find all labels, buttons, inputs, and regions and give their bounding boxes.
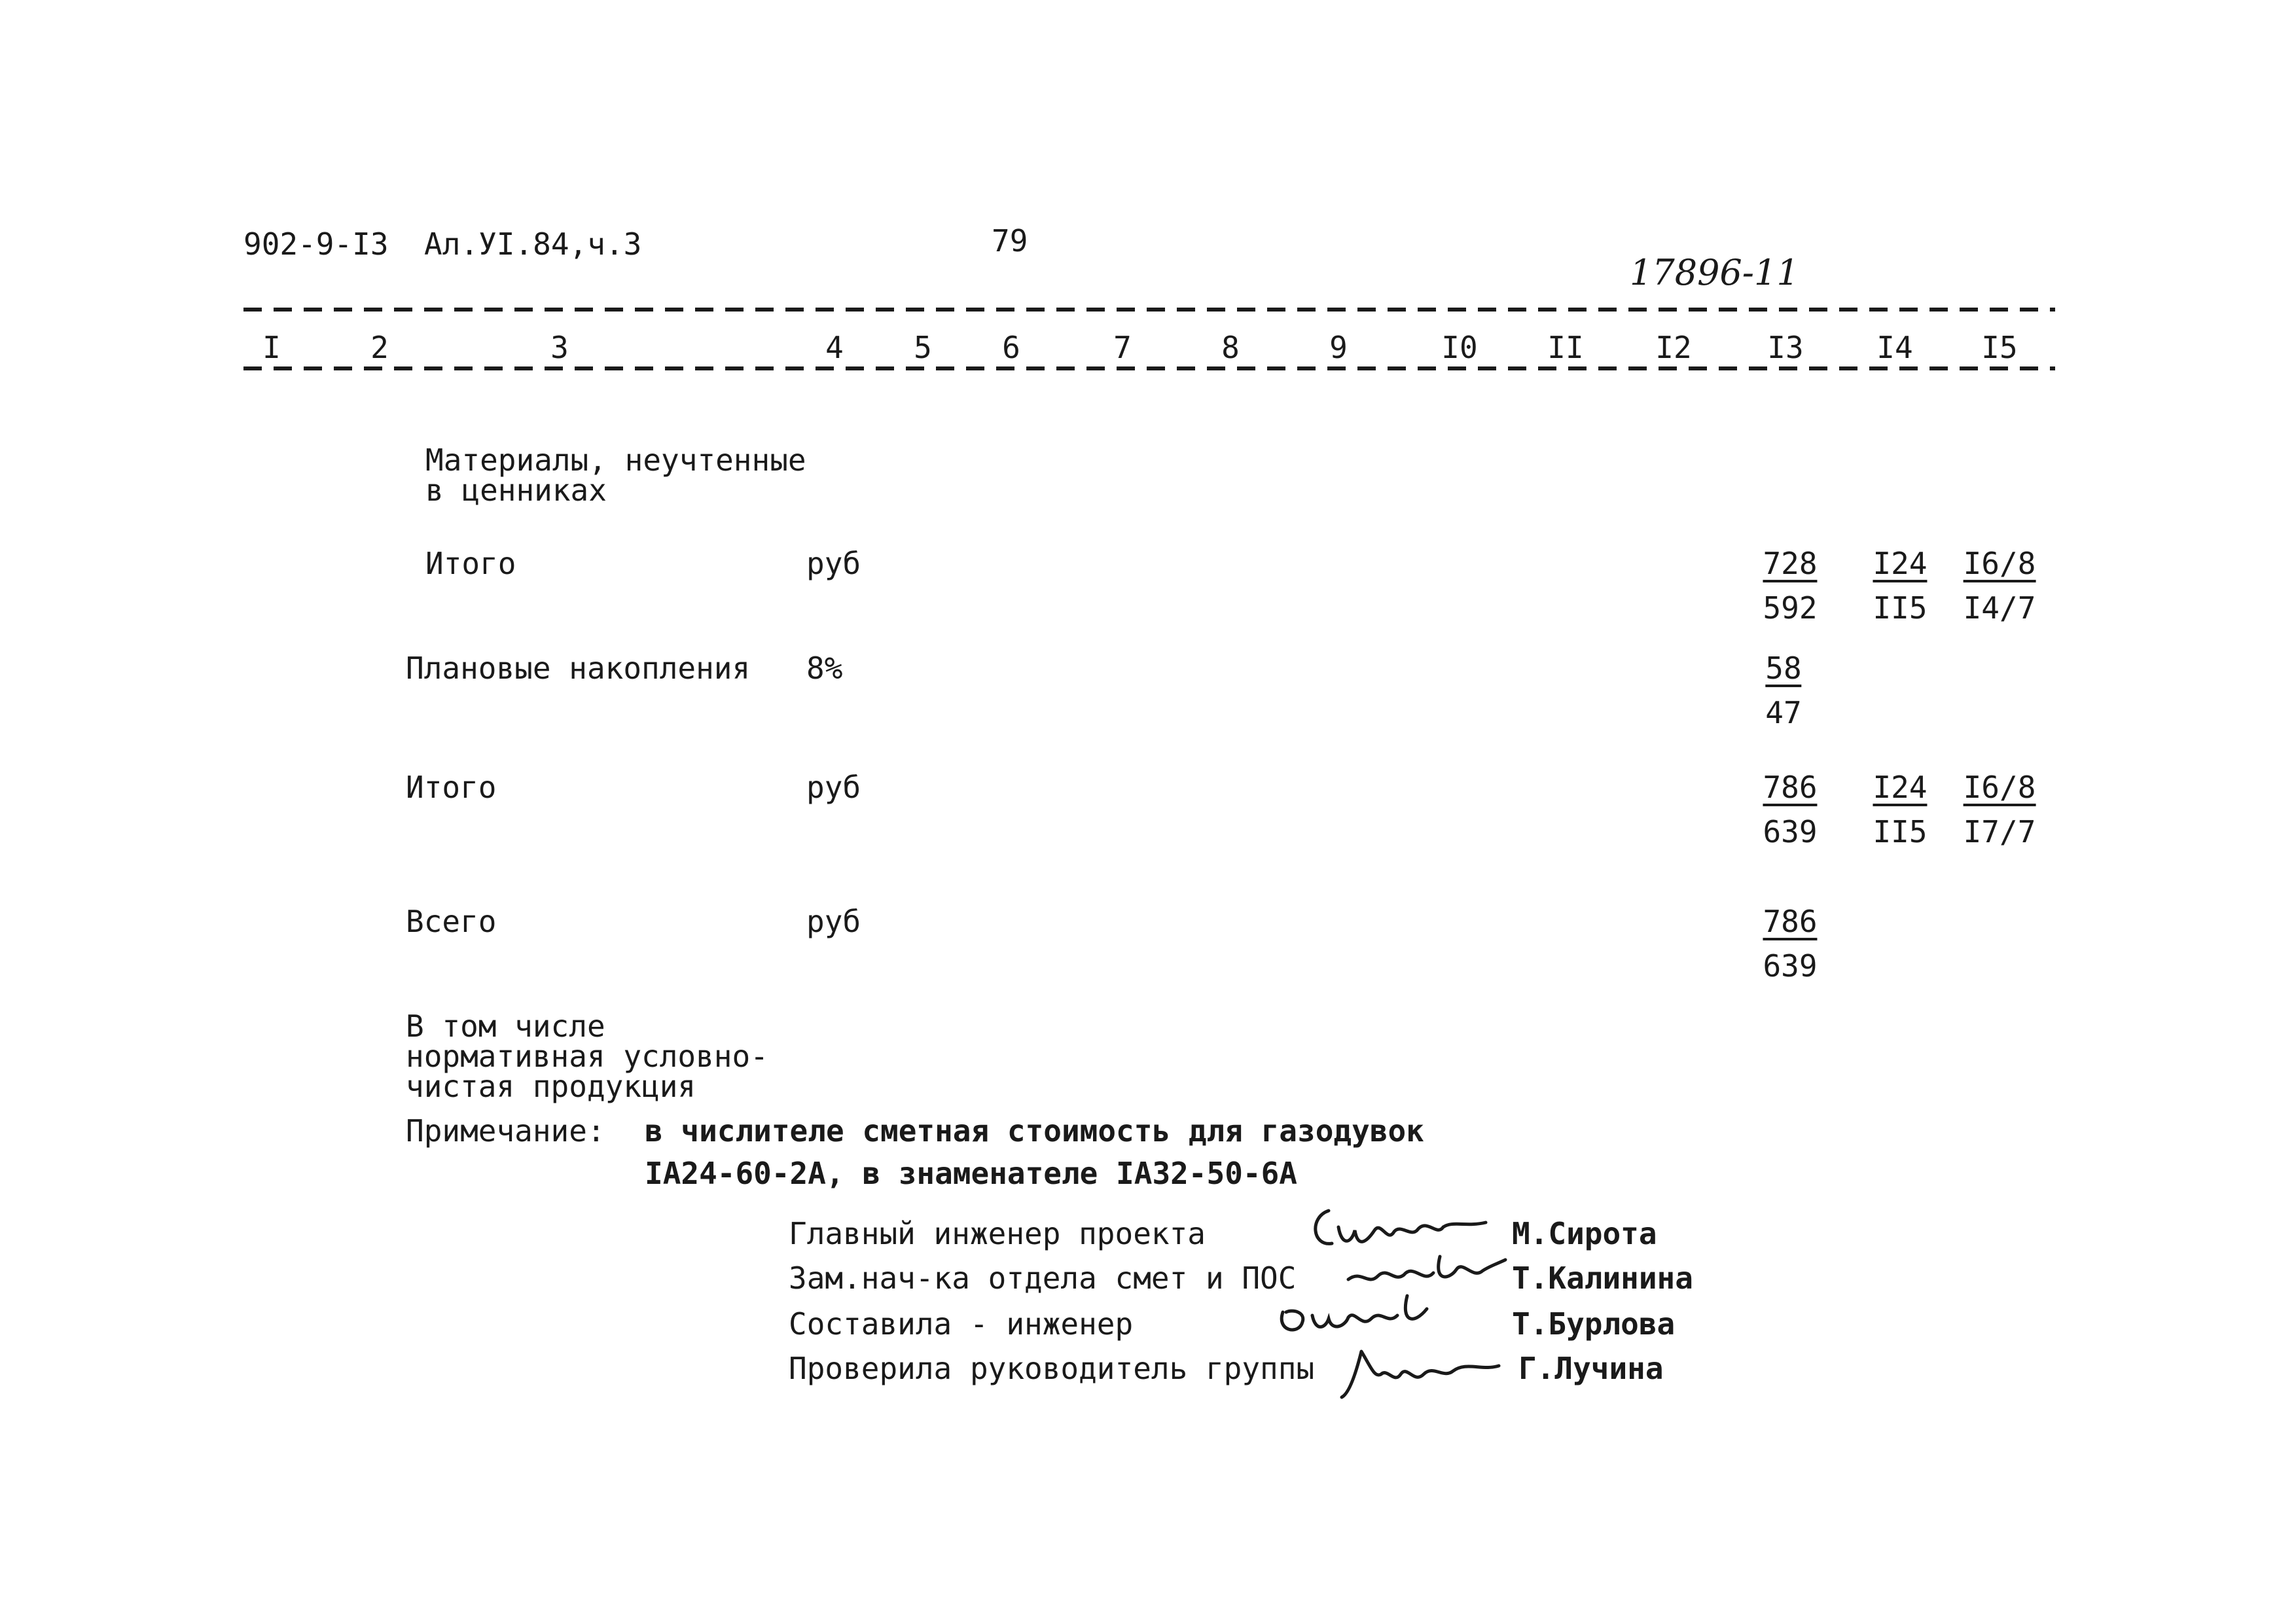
document-code: 902-9-I3 <box>243 226 389 262</box>
including-line1: В том числе <box>406 1008 605 1044</box>
signature-role: Главный инженер проекта <box>789 1216 1206 1251</box>
numerator: I24 <box>1873 770 1928 805</box>
inventory-stamp: 17896-11 <box>1630 252 1799 293</box>
denominator: 639 <box>1763 948 1818 984</box>
row-value-col14 <box>1873 772 1927 847</box>
col-13: I3 <box>1767 330 1804 365</box>
row-value-col13 <box>1763 772 1817 847</box>
signer-name: Т.Калинина <box>1512 1260 1693 1296</box>
denominator: I4/7 <box>1963 590 2036 626</box>
row-value-col14 <box>1873 546 1928 626</box>
header-rule-bottom <box>243 366 2055 370</box>
denominator: II5 <box>1873 590 1928 626</box>
row-value-col15 <box>1963 546 2036 626</box>
col-3: 3 <box>550 330 569 365</box>
materials-heading-line1: Материалы, неучтенные <box>425 442 806 478</box>
numerator: I6/8 <box>1963 546 2036 581</box>
row-value-col15 <box>1964 772 2036 847</box>
including-block <box>406 1008 768 1104</box>
row-unit: руб <box>806 546 861 581</box>
col-6: 6 <box>1002 330 1020 365</box>
col-9: 9 <box>1329 330 1348 365</box>
col-10: I0 <box>1441 330 1478 365</box>
col-1: I <box>262 330 281 365</box>
col-8: 8 <box>1221 330 1240 365</box>
numerator: 58 <box>1765 651 1802 686</box>
numerator: 786 <box>1763 770 1818 805</box>
row-value-col13 <box>1765 653 1801 728</box>
signature-role: Зам.нач-ка отдела смет и ПОС <box>789 1260 1297 1296</box>
denominator: I7/7 <box>1963 814 2036 849</box>
col-7: 7 <box>1113 330 1132 365</box>
row-unit: руб <box>806 904 861 939</box>
denominator: 639 <box>1763 814 1818 849</box>
materials-heading <box>425 442 806 508</box>
album-reference: Ал.УI.84,ч.3 <box>424 226 642 262</box>
signature-handwritten <box>1335 1338 1505 1404</box>
col-4: 4 <box>825 330 844 365</box>
signature-role: Проверила руководитель группы <box>789 1351 1315 1386</box>
col-2: 2 <box>370 330 389 365</box>
row-label: Всего <box>406 904 497 939</box>
col-14: I4 <box>1876 330 1913 365</box>
col-12: I2 <box>1655 330 1692 365</box>
row-unit: 8% <box>806 651 843 686</box>
row-label: Итого <box>406 770 497 805</box>
col-11: II <box>1547 330 1584 365</box>
numerator: 786 <box>1763 904 1818 939</box>
page-number: 79 <box>992 223 1028 259</box>
col-5: 5 <box>914 330 932 365</box>
note-line1: в числителе сметная стоимость для газодувок <box>645 1113 1424 1149</box>
signature-handwritten <box>1273 1286 1437 1345</box>
including-line2: нормативная условно- <box>406 1039 768 1074</box>
col-15: I5 <box>1981 330 2018 365</box>
note-label: Примечание: <box>406 1113 605 1149</box>
numerator: I24 <box>1873 546 1928 581</box>
row-label: Плановые накопления <box>406 651 751 686</box>
signature-role: Составила - инженер <box>789 1306 1134 1342</box>
row-unit: руб <box>806 770 861 805</box>
signer-name: Т.Бурлова <box>1512 1306 1676 1342</box>
denominator: 592 <box>1763 590 1818 626</box>
row-value-col13 <box>1763 546 1818 626</box>
including-line3: чистая продукция <box>406 1069 696 1104</box>
denominator: II5 <box>1873 814 1928 849</box>
signer-name: М.Сирота <box>1512 1216 1657 1251</box>
denominator: 47 <box>1765 695 1802 730</box>
materials-heading-line2: в ценниках <box>425 473 607 508</box>
signer-name: Г.Лучина <box>1518 1351 1664 1386</box>
numerator: I6/8 <box>1963 770 2036 805</box>
numerator: 728 <box>1763 546 1818 581</box>
row-value-col13 <box>1763 904 1818 984</box>
note-line2: IA24-60-2A, в знаменателе IA32-50-6A <box>645 1156 1297 1191</box>
row-label: Итого <box>425 546 516 581</box>
header-rule-top <box>243 308 2055 312</box>
